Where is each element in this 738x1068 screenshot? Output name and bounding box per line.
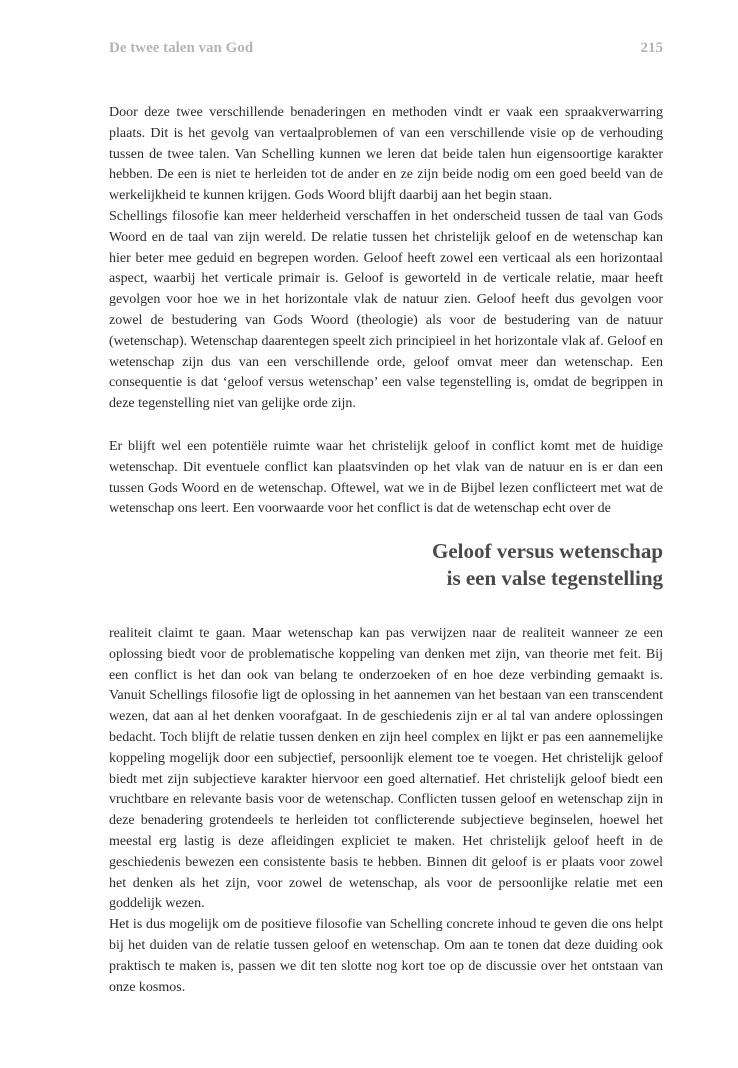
paragraph: Er blijft wel een potentiële ruimte waar het christelijk geloof in conflict komt met de huidige wetenschap. Dit eventuele conflict kan plaatsvinden op het vlak van de natuur en is er dan een tussen Gods Woord en de wetenschap. Oftewel, wat we in de Bijbel lezen conflicteert met wat de wetenschap ons leert. Een voorwaarde voor het conflict is dat de wetenschap echt over de [109,439,663,517]
text-block-3 [109,624,663,998]
pull-quote-line: Geloof versus wetenschap [432,539,663,563]
pull-quote-line: is een valse tegenstelling [446,566,663,590]
paragraph: Het is dus mogelijk om de positieve filosofie van Schelling concrete inhoud te geven die ons helpt bij het duiden van de relatie tussen geloof en wetenschap. Om aan te tonen dat deze duiding ook praktisch te maken is, passen we dit ten slotte nog kort toe op de discussie over het ontstaan van onze kosmos. [109,917,663,995]
page-number: 215 [640,40,663,56]
paragraph: Door deze twee verschillende benaderingen en methoden vindt er vaak een spraakverwarring plaats. Dit is het gevolg van vertaalproblemen of van een verschillende visie op de verhouding tussen de twee talen. Van Schelling kunnen we leren dat beide talen hun eigensoortige karakter hebben. De een is niet te herleiden tot de ander en ze zijn beide nodig om een goed beeld van de werkelijkheid te kunnen krijgen. Gods Woord blijft daarbij aan het begin staan. [109,105,663,204]
paragraph: realiteit claimt te gaan. Maar wetenschap kan pas verwijzen naar de realiteit wanneer ze een oplossing biedt voor de problematische koppeling van denken met zijn, van theorie met feit. Bij een conflict is het dan ook van belang te onderzoeken of en hoe deze verbinding gemaakt is. Vanuit Schellings filosofie ligt de oplossing in het aannemen van het bestaan van een transcendent wezen, dat aan al het denken voorafgaat. In de geschiedenis zijn er al tal van andere oplossingen bedacht. Toch blijft de relatie tussen denken en zijn heel complex en lijkt er pas een aannemelijke koppeling mogelijk door een subjectief, persoonlijk element toe te voegen. Het christelijk geloof biedt met zijn subjectieve karakter hiervoor een goed alternatief. Het christelijk geloof biedt een vruchtbare en relevante basis voor de wetenschap. Conflicten tussen geloof en wetenschap zijn in deze benadering grotendeels te herleiden tot conflicterende subjectieve beginselen, hoewel het meestal erg lastig is deze afleidingen expliciet te maken. Het christelijk geloof heeft in de geschiedenis bewezen een consistente basis te hebben. Binnen dit geloof is er plaats voor zowel het denken als het zijn, voor zowel de wetenschap, als voor de persoonlijke relatie met een goddelijk wezen. [109,626,663,912]
text-block-2 [109,437,663,520]
paragraph: Schellings filosofie kan meer helderheid verschaffen in het onderscheid tussen de taal van Gods Woord en de taal van zijn wereld. De relatie tussen het christelijk geloof en de wetenschap kan hier beter mee geduid en begrepen worden. Geloof heeft zowel een verticaal als een horizontaal aspect, waarbij het verticale primair is. Geloof is geworteld in de verticale relatie, maar heeft gevolgen voor hoe we in het horizontale vlak de natuur zien. Geloof heeft dus gevolgen voor zowel de bestudering van Gods Woord (theologie) als voor de bestudering van de natuur (wetenschap). Wetenschap daarentegen speelt zich principieel in het horizontale vlak af. Geloof en wetenschap zijn dus van een verschillende orde, geloof omvat meer dan wetenschap. Een consequentie is dat ‘geloof versus wetenschap’ een valse tegenstelling is, omdat de begrippen in deze tegenstelling niet van gelijke orde zijn. [109,208,663,412]
pull-quote [300,538,663,592]
text-block-1 [109,103,663,415]
running-head [109,40,663,60]
running-head-title: De twee talen van God [109,40,254,56]
